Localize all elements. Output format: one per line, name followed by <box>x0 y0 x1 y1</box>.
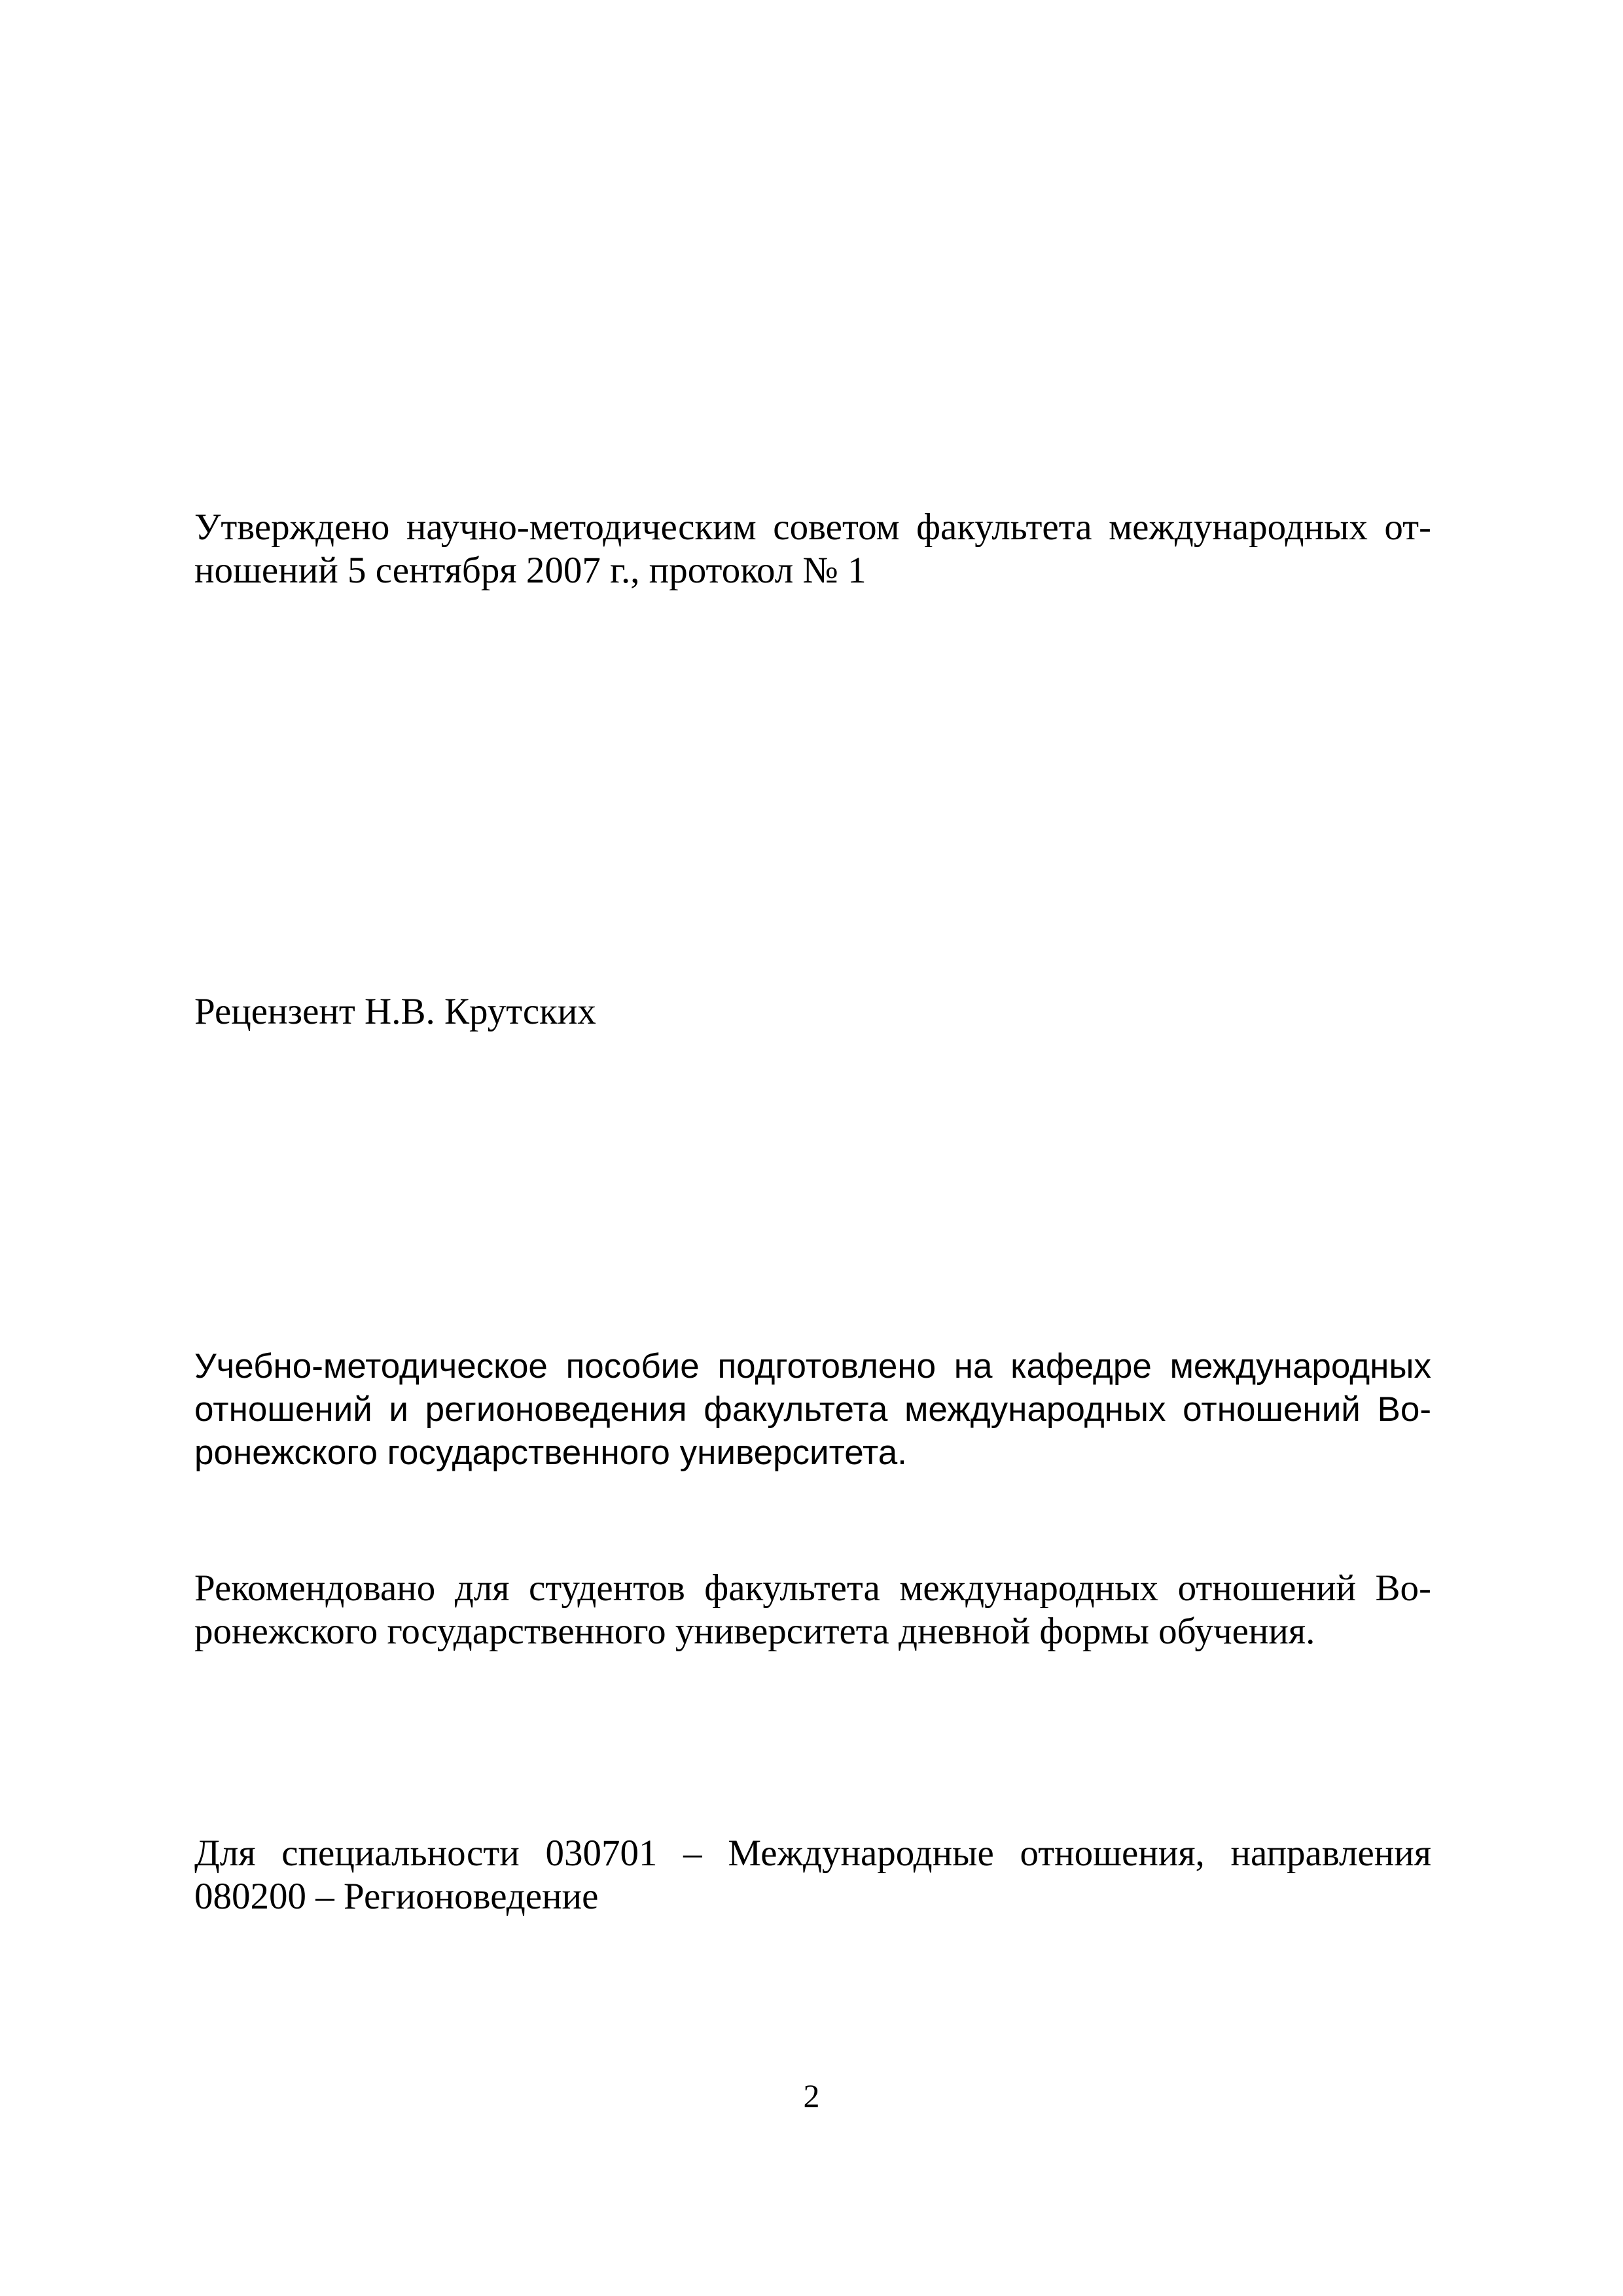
approval-line-1: Утверждено научно-методическим советом факультета международных от- <box>194 507 1431 548</box>
approval-statement <box>194 506 1431 592</box>
specialty-statement <box>194 1832 1431 1918</box>
approval-line-2: ношений 5 сентября 2007 г., протокол № 1 <box>194 550 866 591</box>
specialty-line-2: 080200 – Регионоведение <box>194 1876 599 1917</box>
prepared-statement <box>194 1345 1431 1475</box>
page-number: 2 <box>803 2077 820 2114</box>
reviewer-statement <box>194 990 1431 1033</box>
reviewer-line: Рецензент Н.В. Крутских <box>194 991 596 1032</box>
prepared-line-3: ронежского государственного университета. <box>194 1433 907 1472</box>
prepared-line-2: отношений и регионоведения факультета международных отношений Во- <box>194 1390 1431 1429</box>
specialty-line-1: Для специальности 030701 – Международные отношения, направления <box>194 1833 1431 1874</box>
recommendation-statement <box>194 1567 1431 1653</box>
prepared-line-1: Учебно-методическое пособие подготовлено на кафедре международных <box>194 1347 1431 1386</box>
recommendation-line-2: ронежского государственного университета дневной формы обучения. <box>194 1611 1315 1652</box>
recommendation-line-1: Рекомендовано для студентов факультета международных отношений Во- <box>194 1568 1431 1609</box>
